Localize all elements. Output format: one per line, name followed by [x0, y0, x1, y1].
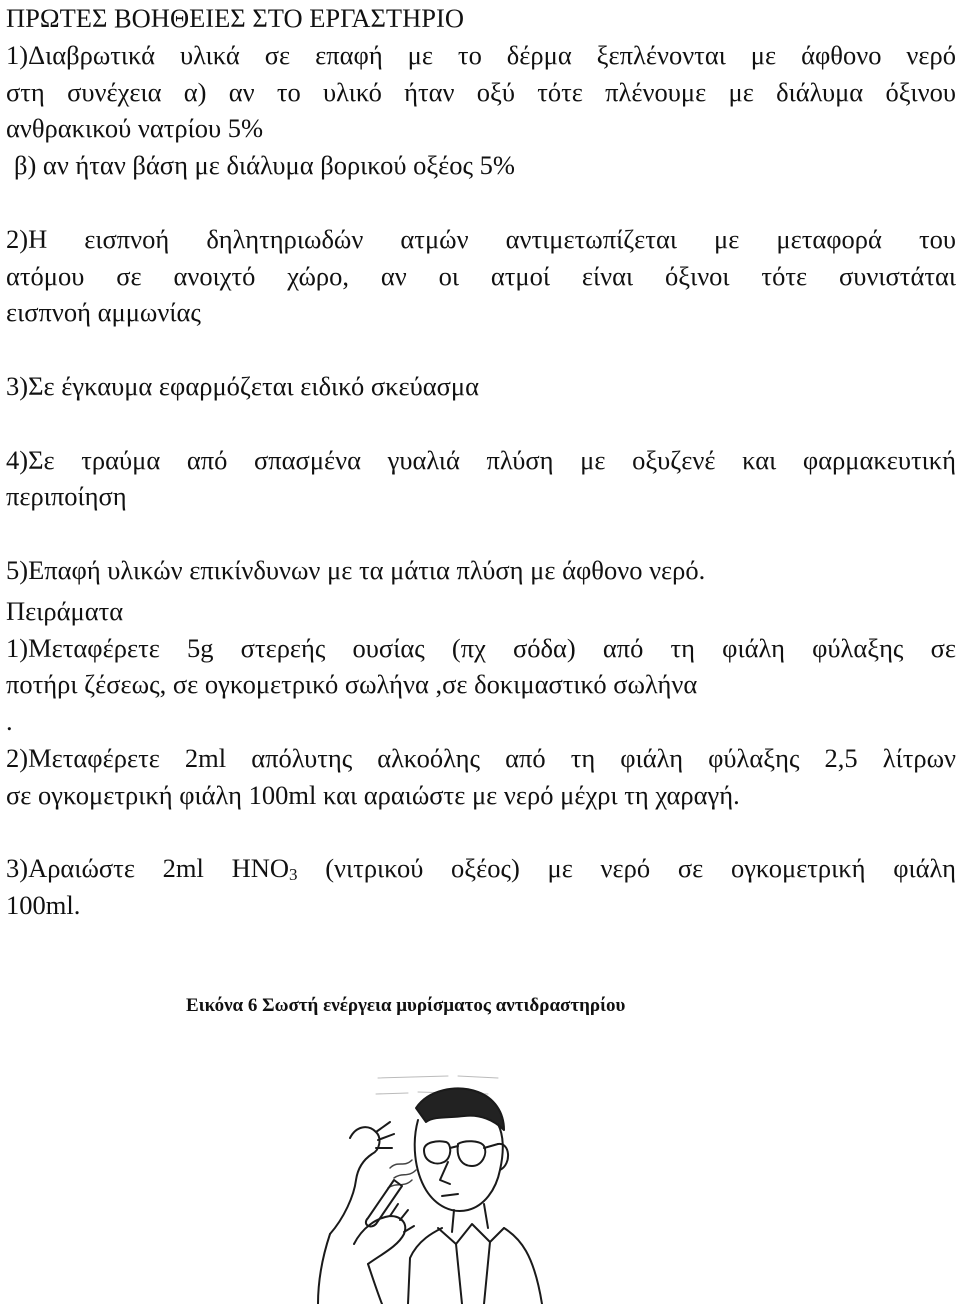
- arm-left: [318, 1234, 330, 1304]
- mouth: [442, 1194, 458, 1196]
- paragraph-gap: [6, 184, 956, 221]
- experiment-2-line-2: σε ογκομετρική φιάλη 100ml και αραιώστε με νερό μέχρι τη χαραγή.: [6, 779, 740, 810]
- document-page: [6, 0, 956, 924]
- scientist-wafting-reagent-drawing: [258, 1068, 558, 1304]
- experiment-1-line-3: .: [6, 706, 13, 737]
- experiment-3-subscript: 3: [289, 865, 298, 885]
- wafting-hand: [330, 1127, 379, 1234]
- first-aid-item-2-line-1: 2)Η εισπνοή δηλητηριωδών ατμών αντιμετωπίζεται με μεταφορά του: [6, 223, 956, 254]
- first-aid-item-5-line-1: 5)Επαφή υλικών επικίνδυνων με τα μάτια πλύση με άφθονο νερό.: [6, 554, 706, 585]
- first-aid-item-2-line-3: εισπνοή αμμωνίας: [6, 297, 201, 328]
- first-aid-item-1-line-4: β) αν ήταν βάση με διάλυμα βορικού οξέος 5%: [14, 150, 515, 181]
- glasses-left: [424, 1141, 450, 1163]
- nose: [440, 1162, 450, 1184]
- arm-right: [368, 1264, 382, 1304]
- experiments-heading: Πειράματα: [6, 595, 124, 626]
- experiment-3-line-2: 100ml.: [6, 890, 81, 921]
- first-aid-item-3-line-1: 3)Σε έγκαυμα εφαρμόζεται ειδικό σκεύασμα: [6, 370, 479, 401]
- coat-lapel: [456, 1242, 490, 1304]
- experiment-1-line-2: ποτήρι ζέσεως, σε ογκομετρικό σωλήνα ,σε δοκιμαστικό σωλήνα: [6, 669, 698, 700]
- test-tube: [366, 1180, 402, 1226]
- figure-caption: Εικόνα 6 Σωστή ενέργεια μυρίσματος αντιδραστηρίου: [186, 995, 626, 1016]
- first-aid-item-1-line-2: στη συνέχεια α) αν το υλικό ήταν οξύ τότε πλένουμε με διάλυμα όξινου: [6, 76, 956, 107]
- experiment-2-line-1: 2)Μεταφέρετε 2ml απόλυτης αλκοόλης από τη φιάλη φύλαξης 2,5 λίτρων: [6, 742, 956, 773]
- coat: [408, 1228, 542, 1304]
- first-aid-item-2-line-2: ατόμου σε ανοιχτό χώρο, αν οι ατμοί είναι όξινοι τότε συνιστάται: [6, 260, 956, 291]
- first-aid-item-4-line-2: περιποίηση: [6, 481, 127, 512]
- head-outline: [415, 1120, 503, 1211]
- first-aid-item-1-line-3: ανθρακικού νατρίου 5%: [6, 113, 264, 144]
- first-aid-item-1-line-1: 1)Διαβρωτικά υλικά σε επαφή με το δέρμα ξεπλένονται με άφθονο νερό: [6, 39, 956, 70]
- paragraph-gap: [6, 814, 956, 851]
- experiment-3-line-1: [6, 850, 956, 887]
- document-title: ΠΡΩΤΕΣ ΒΟΗΘΕΙΕΣ ΣΤΟ ΕΡΓΑΣΤΗΡΙΟ: [6, 3, 464, 33]
- paragraph-gap: [6, 331, 956, 368]
- experiment-1-line-1: 1)Μεταφέρετε 5g στερεής ουσίας (πχ σόδα) από τη φιάλη φύλαξης σε: [6, 632, 956, 663]
- collar: [438, 1224, 504, 1244]
- experiment-3-text-after: (νιτρικού οξέος) με νερό σε ογκομετρική φιάλη: [297, 853, 956, 884]
- first-aid-item-4-line-1: 4)Σε τραύμα από σπασμένα γυαλιά πλύση με οξυζενέ και φαρμακευτική: [6, 444, 956, 475]
- paragraph-gap: [6, 405, 956, 442]
- holding-hand: [354, 1216, 405, 1264]
- holding-fingers: [390, 1204, 414, 1232]
- glasses-right: [458, 1141, 486, 1166]
- experiment-3-text-before: 3)Αραιώστε 2ml HNO: [6, 853, 290, 884]
- hair: [416, 1089, 504, 1130]
- paragraph-gap: [6, 515, 956, 552]
